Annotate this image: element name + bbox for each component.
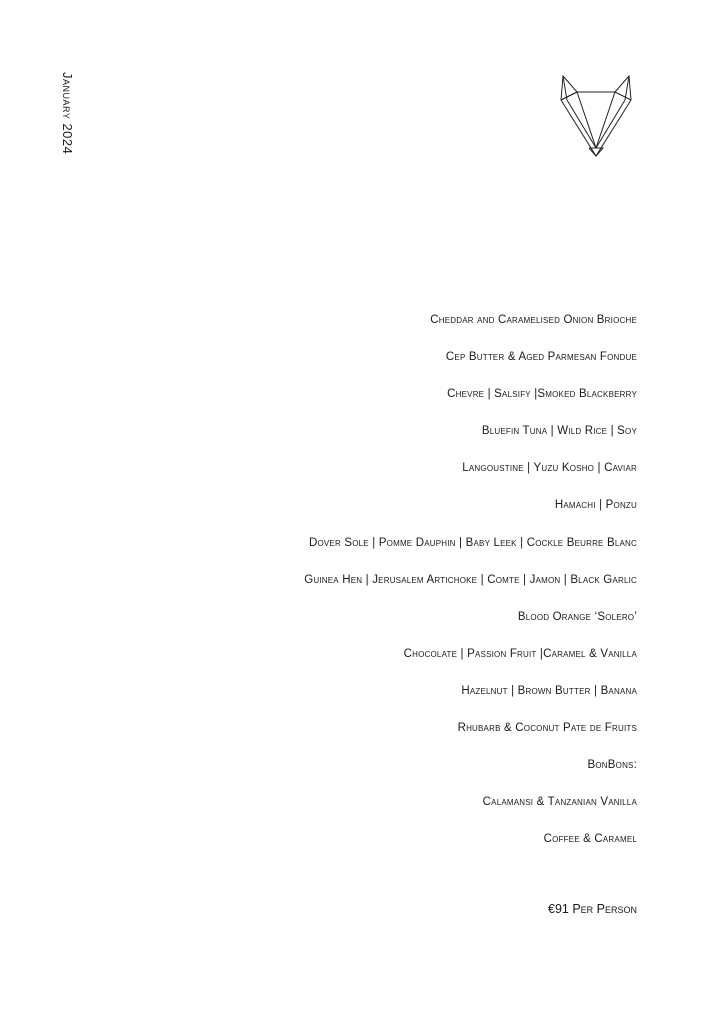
menu-item: Dover Sole | Pomme Dauphin | Baby Leek | Cockle Beurre Blanc bbox=[308, 536, 637, 549]
menu-item: Blood Orange ‘Solero’ bbox=[517, 610, 637, 623]
menu-item: Hamachi | Ponzu bbox=[554, 499, 637, 512]
menu-item: Cep Butter & Aged Parmesan Fondue bbox=[445, 351, 637, 364]
menu-item: Cheddar and Caramelised Onion Brioche bbox=[430, 314, 637, 326]
menu-item: Rhubarb & Coconut Pate de Fruits bbox=[457, 722, 637, 735]
menu-item: Coffee & Caramel bbox=[543, 833, 637, 846]
tasting-menu-list bbox=[77, 308, 637, 864]
menu-item: Bluefin Tuna | Wild Rice | Soy bbox=[481, 425, 637, 438]
menu-item: BonBons: bbox=[587, 759, 637, 772]
menu-item: Langoustine | Yuzu Kosho | Caviar bbox=[462, 462, 637, 475]
price-per-person: €91 Per Person bbox=[548, 902, 637, 916]
menu-item: Chevre | Salsify |Smoked Blackberry bbox=[447, 388, 637, 401]
menu-item: Calamansi & Tanzanian Vanilla bbox=[482, 796, 637, 809]
fox-head-logo-icon bbox=[555, 72, 637, 162]
menu-item: Hazelnut | Brown Butter | Banana bbox=[461, 684, 637, 697]
menu-item: Chocolate | Passion Fruit |Caramel & Vanilla bbox=[403, 647, 637, 660]
menu-date: January 2024 bbox=[60, 72, 75, 155]
menu-item: Guinea Hen | Jerusalem Artichoke | Comte | Jamon | Black Garlic bbox=[304, 573, 637, 586]
